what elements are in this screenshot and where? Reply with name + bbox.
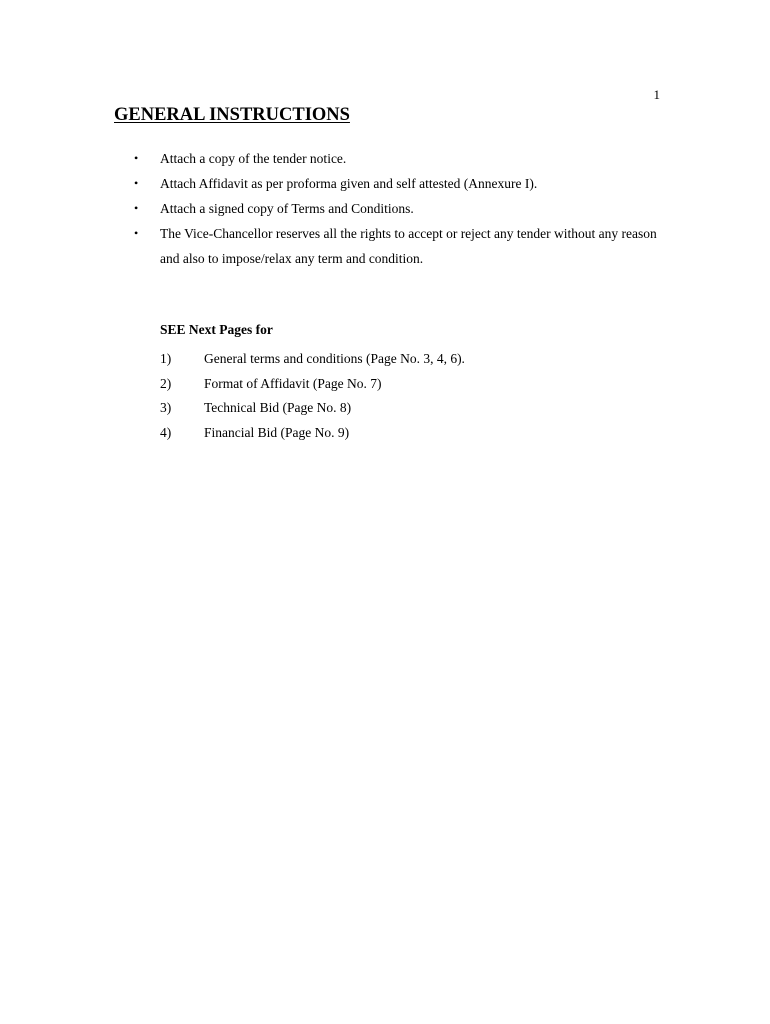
item-text: Financial Bid (Page No. 9)	[204, 424, 350, 440]
item-text: Format of Affidavit (Page No. 7)	[204, 375, 382, 391]
item-text: General terms and conditions (Page No. 3, 4, 6).	[204, 351, 465, 366]
bullet-icon: •	[134, 151, 139, 165]
see-next-item	[160, 372, 640, 397]
see-next-list	[160, 347, 640, 445]
see-next-heading: SEE Next Pages for	[160, 322, 273, 337]
see-next-item	[160, 396, 640, 421]
instruction-item	[114, 196, 674, 221]
page-number: 1	[653, 87, 660, 102]
instruction-text: Attach a copy of the tender notice.	[160, 151, 347, 166]
instruction-item	[114, 146, 674, 171]
bullet-icon: •	[134, 201, 139, 215]
item-text: Technical Bid (Page No. 8)	[204, 400, 352, 415]
item-number: 3)	[160, 400, 172, 415]
instruction-text: Attach Affidavit as per proforma given and self attested (Annexure I).	[160, 176, 538, 191]
item-number: 2)	[160, 375, 172, 391]
bullet-icon: •	[134, 176, 139, 190]
instructions-list	[114, 146, 674, 271]
instruction-text: The Vice-Chancellor reserves all the rights to accept or reject any tender without any reason and also to impose/relax any term and condition.	[160, 226, 657, 266]
item-number: 4)	[160, 424, 172, 440]
bullet-icon: •	[134, 226, 139, 240]
page-title: GENERAL INSTRUCTIONS	[114, 105, 350, 125]
instruction-item	[114, 171, 674, 196]
instruction-item	[114, 221, 674, 271]
instruction-text: Attach a signed copy of Terms and Conditions.	[160, 201, 414, 216]
see-next-item	[160, 421, 640, 446]
see-next-item	[160, 347, 640, 372]
item-number: 1)	[160, 351, 172, 366]
